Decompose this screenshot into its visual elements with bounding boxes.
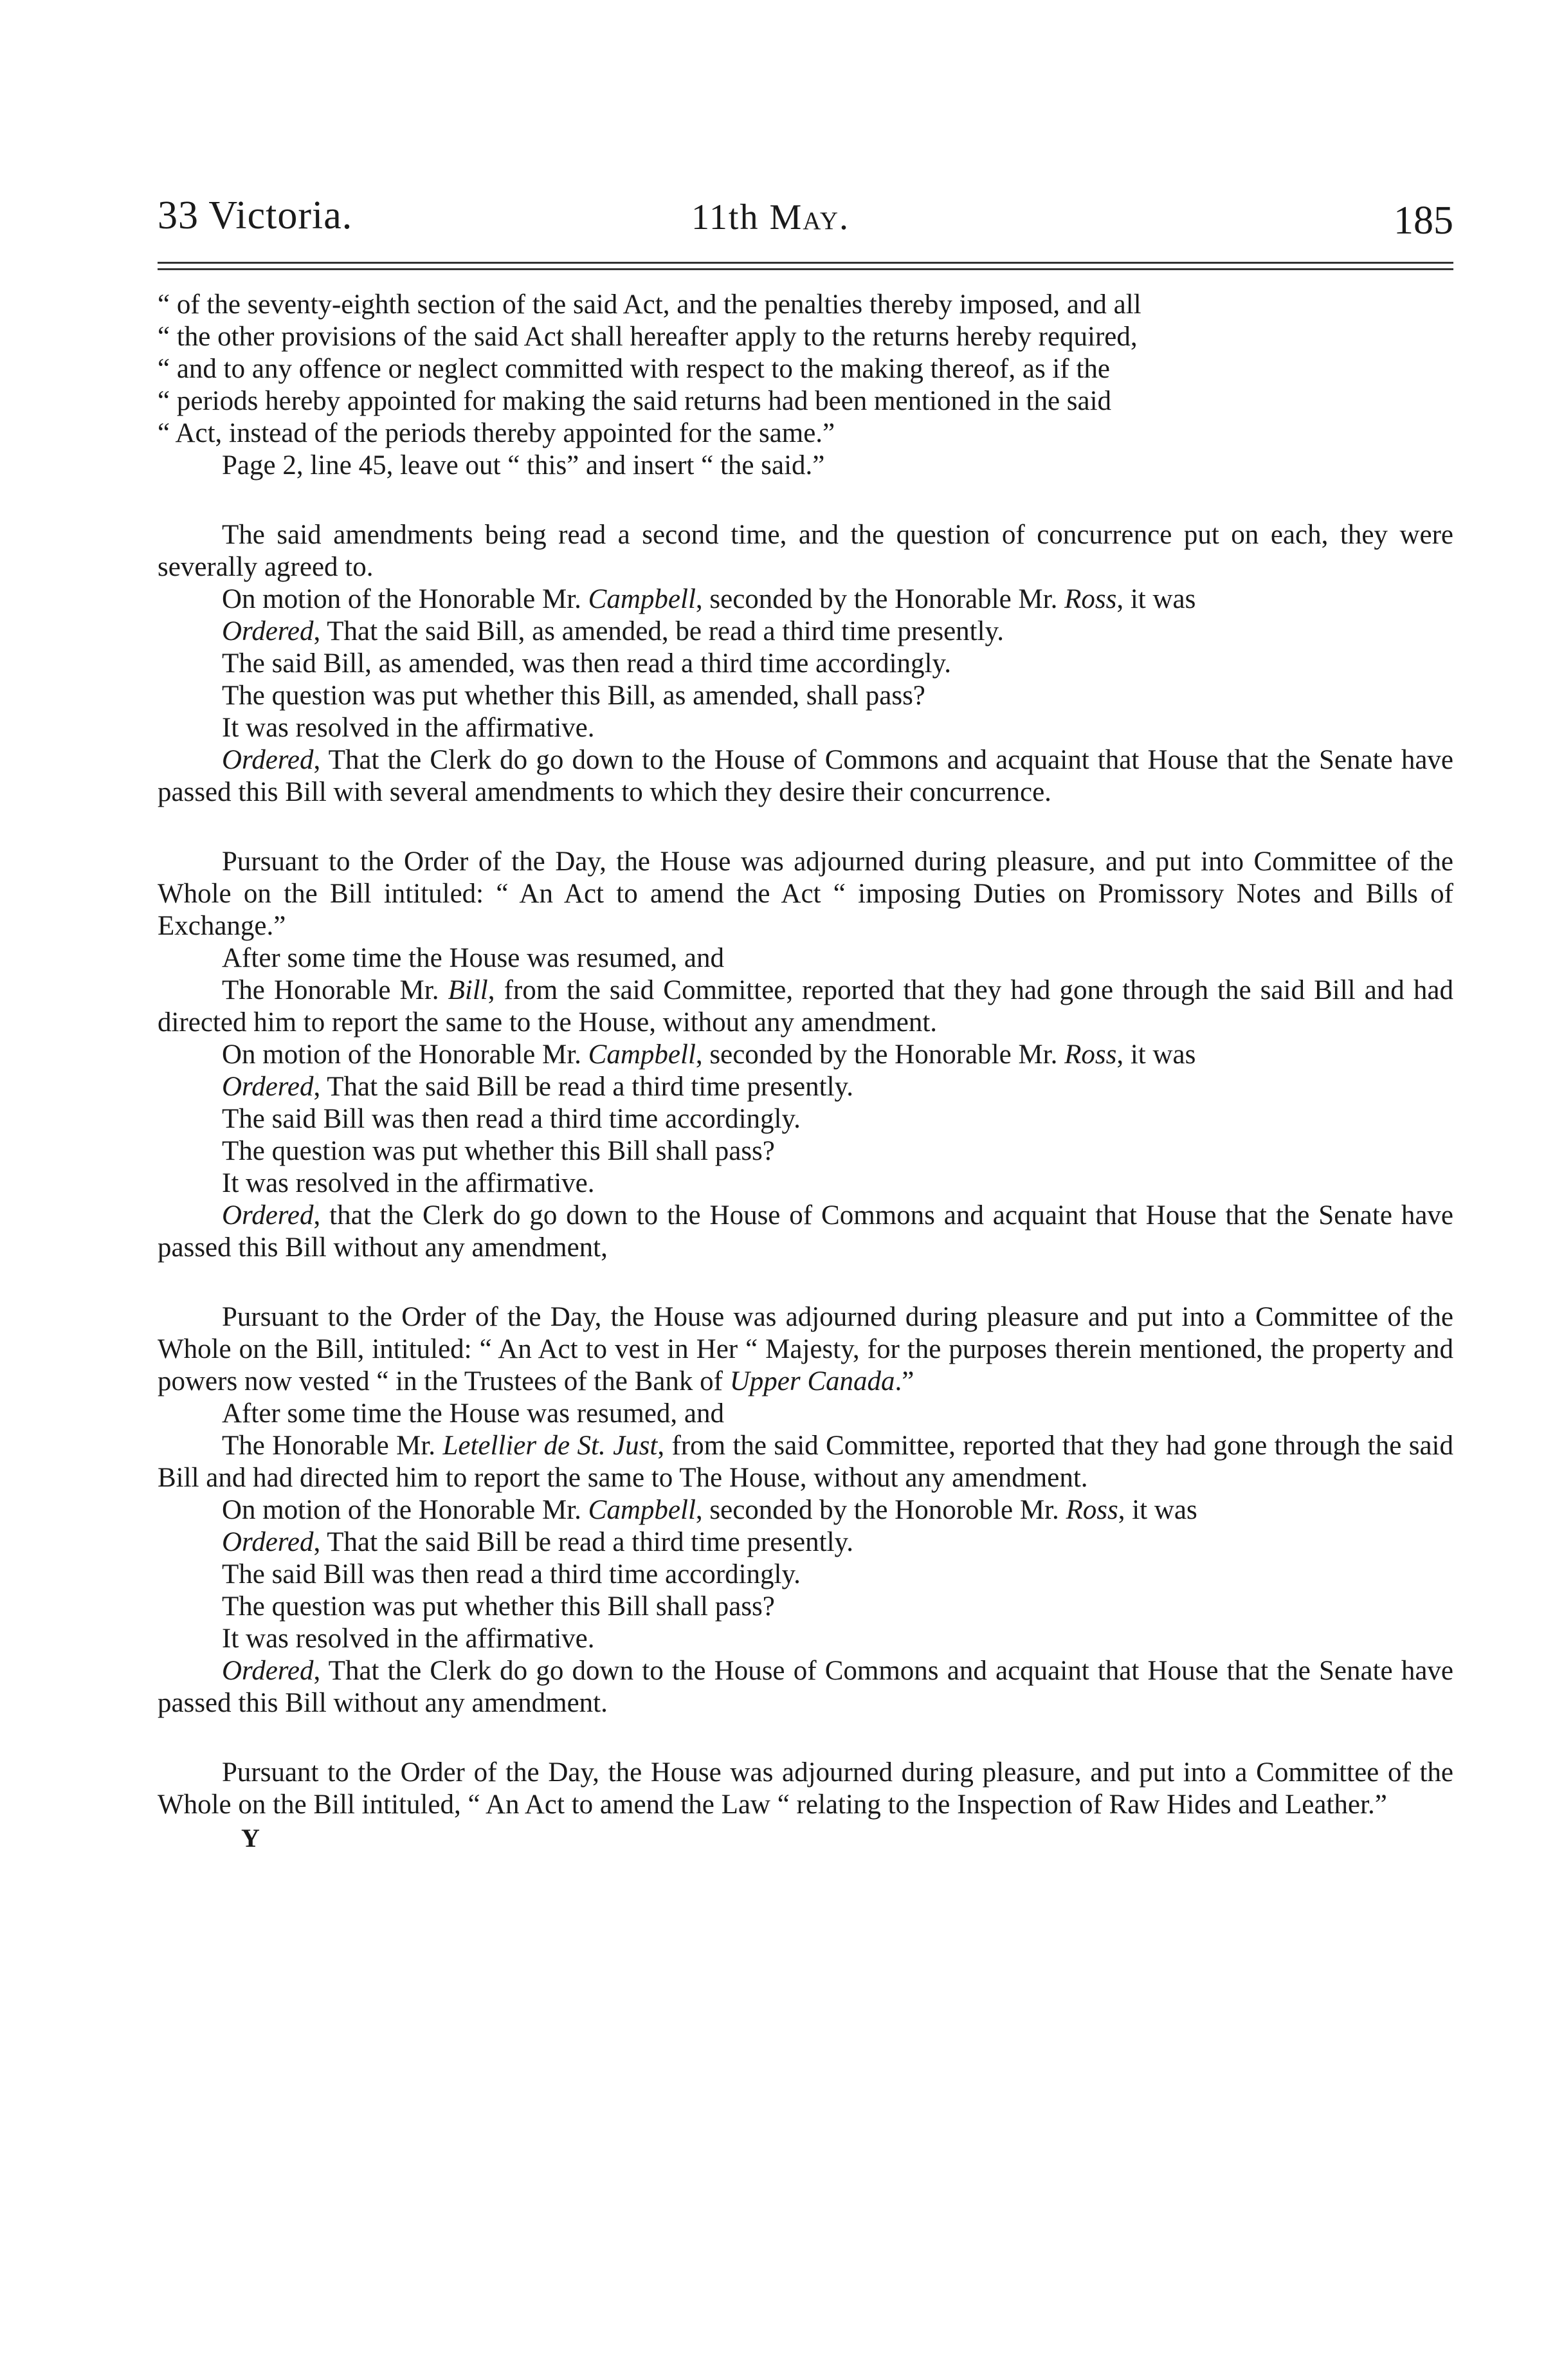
running-head: [158, 193, 1453, 261]
section-amendments-agreed: [158, 519, 1453, 809]
place-name: Upper Canada: [729, 1366, 895, 1396]
header-rule-line: [158, 262, 1453, 264]
paragraph: The said amendments being read a second time, and the question of concurrence put on each, they were severally agreed to.: [158, 520, 1453, 582]
paragraph: The question was put whether this Bill, as amended, shall pass?: [222, 681, 925, 711]
document-body: [158, 289, 1453, 1854]
motion-paragraph: [158, 583, 1453, 616]
quote-line: “ Act, instead of the periods thereby appointed for the same.”: [158, 418, 835, 448]
motion-text: , seconded by the Honoroble Mr.: [695, 1495, 1066, 1525]
paragraph: The said Bill was then read a third time accordingly.: [222, 1559, 801, 1589]
report-text: The Honorable Mr.: [222, 1431, 443, 1461]
ordered-word: Ordered: [222, 1527, 314, 1557]
paragraph: The question was put whether this Bill shall pass?: [222, 1136, 775, 1166]
report-text: The Honorable Mr.: [222, 975, 448, 1005]
report-text: , from the said Committee, reported that they had gone through the said Bill and had directed him to report the same to The House, without any amendment.: [158, 1431, 1453, 1493]
reporter-name: Bill: [448, 975, 488, 1005]
date-label: [691, 197, 850, 238]
order-paragraph: [158, 1200, 1453, 1264]
ordered-word: Ordered: [222, 1200, 314, 1231]
order-text: , That the Clerk do go down to the House of Commons and acquaint that House that the Senate have passed this Bill without any amendment.: [158, 1656, 1453, 1718]
page-line-amendment: Page 2, line 45, leave out “ this” and insert “ the said.”: [222, 450, 825, 481]
quote-line: “ the other provisions of the said Act shall hereafter apply to the returns hereby required,: [158, 322, 1138, 352]
section-gap: [158, 809, 1453, 846]
paragraph: [158, 1301, 1453, 1398]
section-gap: [158, 1719, 1453, 1757]
signature-mark: Y: [241, 1824, 260, 1853]
order-text: , That the said Bill be read a third time presently.: [313, 1527, 853, 1557]
paragraph-text: Pursuant to the Order of the Day, the House was adjourned during pleasure and put into a Committee of the Whole on the Bill, intituled: “ An Act to vest in Her “ Majesty, for the purposes therein mentioned, the property and powers now vested “ in the Trustees of the Bank of: [158, 1302, 1453, 1396]
order-text: , That the Clerk do go down to the House of Commons and acquaint that House that the Senate have passed this Bill with several amendments to which they desire their concurrence.: [158, 745, 1453, 807]
report-paragraph: [158, 975, 1453, 1039]
paragraph: It was resolved in the affirmative.: [222, 713, 595, 743]
seconder-name: Ross: [1064, 1039, 1117, 1070]
paragraph: The question was put whether this Bill shall pass?: [222, 1591, 775, 1622]
session-label: 33 Victoria.: [158, 194, 353, 237]
quote-line: “ and to any offence or neglect committed with respect to the making thereof, as if the: [158, 354, 1110, 384]
report-text: , from the said Committee, reported that they had gone through the said Bill and had directed him to report the same to the House, without any amendment.: [158, 975, 1453, 1038]
mover-name: Campbell: [588, 584, 696, 614]
report-paragraph: [158, 1430, 1453, 1494]
paragraph: The said Bill was then read a third time accordingly.: [222, 1104, 801, 1134]
motion-text: On motion of the Honorable Mr.: [222, 1039, 588, 1070]
paragraph: Pursuant to the Order of the Day, the House was adjourned during pleasure, and put into a Committee of the Whole on the Bill intituled, “ An Act to amend the Law “ relating to the Inspection of Raw Hides and Leather.”: [158, 1757, 1453, 1820]
section-gap: [158, 482, 1453, 519]
quote-line: “ periods hereby appointed for making the said returns had been mentioned in the said: [158, 386, 1112, 416]
paragraph: Pursuant to the Order of the Day, the House was adjourned during pleasure, and put into Committee of the Whole on the Bill intituled: “ An Act to amend the Act “ imposing Duties on Promissory Notes and Bills of Exchange.”: [158, 847, 1453, 941]
order-paragraph: [158, 1071, 1453, 1103]
paragraph: After some time the House was resumed, and: [222, 1398, 724, 1429]
ordered-word: Ordered: [222, 1656, 314, 1686]
quote-line: “ of the seventy-eighth section of the said Act, and the penalties thereby imposed, and all: [158, 289, 1141, 320]
date-day: 11th: [691, 197, 759, 237]
header-rule-line: [158, 268, 1453, 270]
paragraph: After some time the House was resumed, and: [222, 943, 724, 973]
seconder-name: Ross: [1064, 584, 1117, 614]
order-paragraph: [158, 616, 1453, 648]
mover-name: Campbell: [588, 1495, 696, 1525]
reporter-name: Letellier de St. Just: [442, 1431, 658, 1461]
motion-text: On motion of the Honorable Mr.: [222, 584, 588, 614]
paragraph: It was resolved in the affirmative.: [222, 1168, 595, 1198]
motion-paragraph: [158, 1039, 1453, 1071]
motion-text: , seconded by the Honorable Mr.: [695, 1039, 1065, 1070]
motion-text: On motion of the Honorable Mr.: [222, 1495, 588, 1525]
section-amendment-quote: [158, 289, 1453, 482]
mover-name: Campbell: [588, 1039, 696, 1070]
header-rule: [158, 261, 1453, 273]
paragraph: The said Bill, as amended, was then read a third time accordingly.: [222, 648, 951, 679]
ordered-word: Ordered: [222, 1072, 314, 1102]
date-month: May.: [769, 197, 850, 237]
ordered-word: Ordered: [222, 616, 314, 646]
page-number: 185: [1394, 199, 1453, 243]
motion-text: , it was: [1116, 584, 1196, 614]
order-paragraph: [158, 1526, 1453, 1559]
motion-text: , it was: [1118, 1495, 1197, 1525]
section-promissory-notes-bill: [158, 846, 1453, 1264]
motion-paragraph: [158, 1494, 1453, 1526]
order-text: , that the Clerk do go down to the House of Commons and acquaint that House that the Senate have passed this Bill without any amendment,: [158, 1200, 1453, 1263]
seconder-name: Ross: [1066, 1495, 1118, 1525]
motion-text: , it was: [1116, 1039, 1196, 1070]
paragraph: It was resolved in the affirmative.: [222, 1624, 595, 1654]
motion-text: , seconded by the Honorable Mr.: [695, 584, 1065, 614]
paragraph-text: .”: [895, 1366, 914, 1396]
section-gap: [158, 1264, 1453, 1301]
order-text: , That the said Bill, as amended, be read a third time presently.: [313, 616, 1005, 646]
section-raw-hides-bill: [158, 1757, 1453, 1821]
ordered-word: Ordered: [222, 745, 314, 775]
order-text: , That the said Bill be read a third time presently.: [313, 1072, 853, 1102]
document-page: [158, 193, 1453, 2354]
section-bank-upper-canada-bill: [158, 1301, 1453, 1719]
order-paragraph: [158, 744, 1453, 809]
order-paragraph: [158, 1655, 1453, 1719]
